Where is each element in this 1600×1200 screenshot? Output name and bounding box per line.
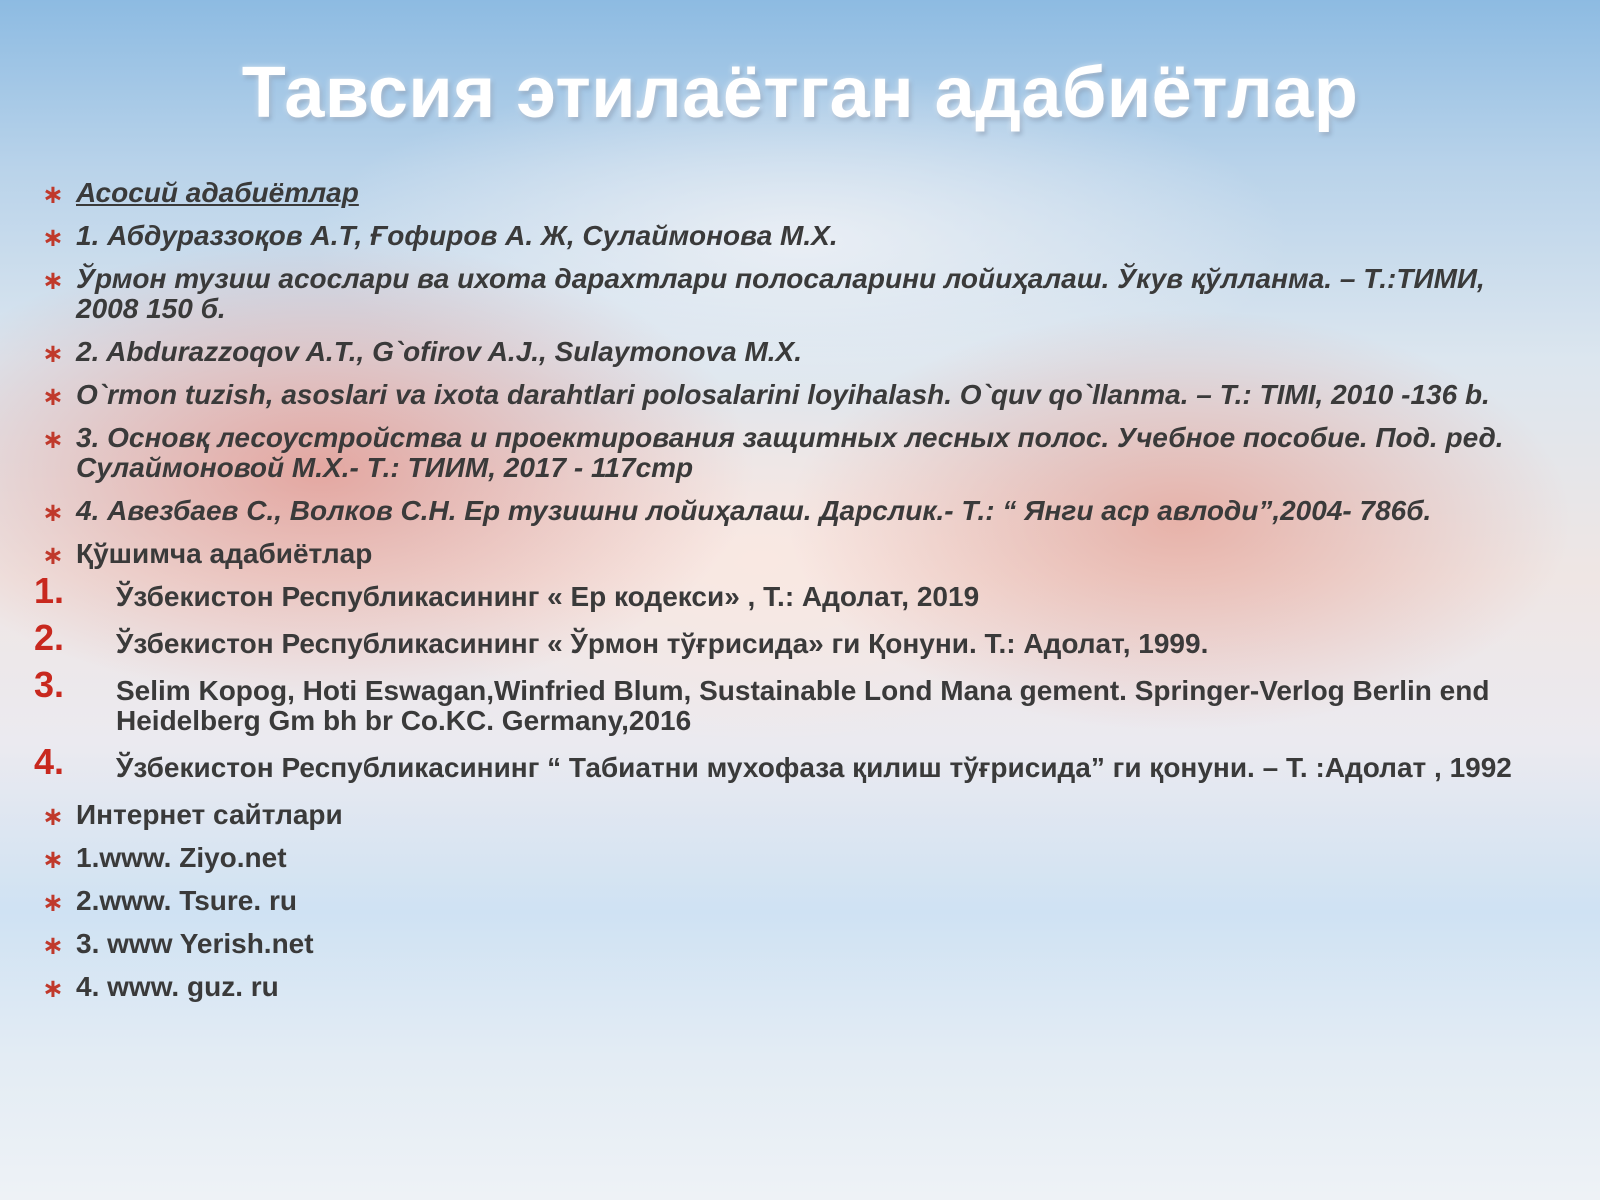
internet-heading: Интернет сайтлари bbox=[76, 799, 343, 830]
slide-title: Тавсия этилаётган адабиётлар bbox=[241, 53, 1359, 133]
bullet-icon: ∗ bbox=[42, 540, 64, 570]
item-number: 4. bbox=[34, 741, 65, 782]
list-item-basic-1 bbox=[36, 221, 1536, 251]
list-item-website-1 bbox=[36, 843, 1536, 873]
bullet-icon: ∗ bbox=[42, 497, 64, 527]
list-item-basic-5 bbox=[36, 423, 1536, 483]
bullet-icon: ∗ bbox=[42, 801, 64, 831]
list-item-internet-heading bbox=[36, 800, 1536, 830]
numbered-item-4 bbox=[34, 741, 1536, 783]
list-item-additional-heading bbox=[36, 539, 1536, 569]
reference-text: O`rmon tuzish, asoslari va ixota darahtlari polosalarini loyihalash. O`quv qo`llanma. – T.: TIMI, 2010 -136 b. bbox=[76, 379, 1490, 410]
website-text: 3. www Yerish.net bbox=[76, 928, 314, 959]
reference-text: Ўзбекистон Республикасининг « Ер кодекси» , Т.: Адолат, 2019 bbox=[116, 581, 980, 612]
reference-text: Ўзбекистон Республикасининг « Ўрмон тўғрисида» ги Қонуни. Т.: Адолат, 1999. bbox=[116, 628, 1209, 659]
list-item-website-2 bbox=[36, 886, 1536, 916]
list-item-website-4 bbox=[36, 972, 1536, 1002]
bullet-icon: ∗ bbox=[42, 338, 64, 368]
bullet-icon: ∗ bbox=[42, 887, 64, 917]
bullet-icon: ∗ bbox=[42, 179, 64, 209]
list-item-basic-heading bbox=[36, 178, 1536, 208]
references-list bbox=[36, 178, 1536, 1015]
list-item-basic-3 bbox=[36, 337, 1536, 367]
reference-text: 2. Abdurazzoqov A.T., G`ofirov A.J., Sulaymonova M.X. bbox=[76, 336, 803, 367]
basic-heading: Асосий адабиётлар bbox=[76, 177, 359, 208]
reference-text: 4. Авезбаев С., Волков С.Н. Ер тузишни лойиҳалаш. Дарслик.- Т.: “ Янги аср авлоди”,2004- 786б. bbox=[76, 495, 1432, 526]
bullet-icon: ∗ bbox=[42, 424, 64, 454]
website-text: 4. www. guz. ru bbox=[76, 971, 279, 1002]
bullet-icon: ∗ bbox=[42, 265, 64, 295]
bullet-icon: ∗ bbox=[42, 222, 64, 252]
item-number: 1. bbox=[34, 570, 65, 611]
bullet-icon: ∗ bbox=[42, 973, 64, 1003]
list-item-basic-4 bbox=[36, 380, 1536, 410]
website-text: 2.www. Tsure. ru bbox=[76, 885, 297, 916]
reference-text: 1. Абдураззоқов А.Т, Ғофиров А. Ж, Сулаймонова М.Х. bbox=[76, 220, 838, 251]
bullet-icon: ∗ bbox=[42, 844, 64, 874]
numbered-item-3 bbox=[34, 664, 1536, 736]
bullet-icon: ∗ bbox=[42, 930, 64, 960]
bullet-icon: ∗ bbox=[42, 381, 64, 411]
numbered-item-1 bbox=[34, 570, 1536, 612]
website-text: 1.www. Ziyo.net bbox=[76, 842, 287, 873]
item-number: 2. bbox=[34, 617, 65, 658]
reference-text: Ўзбекистон Республикасининг “ Табиатни мухофаза қилиш тўғрисида” ги қонуни. – Т. :Адолат , 1992 bbox=[116, 752, 1512, 783]
list-item-basic-2 bbox=[36, 264, 1536, 324]
numbered-item-2 bbox=[34, 617, 1536, 659]
reference-text: Selim Kopog, Hoti Eswagan,Winfried Blum, Sustainable Lond Mana gement. Springer-Verlog Berlin end Heidelberg Gm bh br Co.KC. Germany,2016 bbox=[116, 675, 1490, 736]
item-number: 3. bbox=[34, 664, 65, 705]
list-item-basic-6 bbox=[36, 496, 1536, 526]
additional-heading: Қўшимча адабиётлар bbox=[76, 538, 373, 569]
reference-text: Ўрмон тузиш асослари ва ихота дарахтлари полосаларини лойиҳалаш. Ўкув қўлланма. – Т.:ТИМИ, 2008 150 б. bbox=[76, 263, 1485, 324]
reference-text: 3. Основқ лесоустройства и проектирования защитных лесных полос. Учебное пособие. Под. ред. Сулаймоновой М.Х.- Т.: ТИИМ, 2017 - 117стр bbox=[76, 422, 1504, 483]
list-item-website-3 bbox=[36, 929, 1536, 959]
